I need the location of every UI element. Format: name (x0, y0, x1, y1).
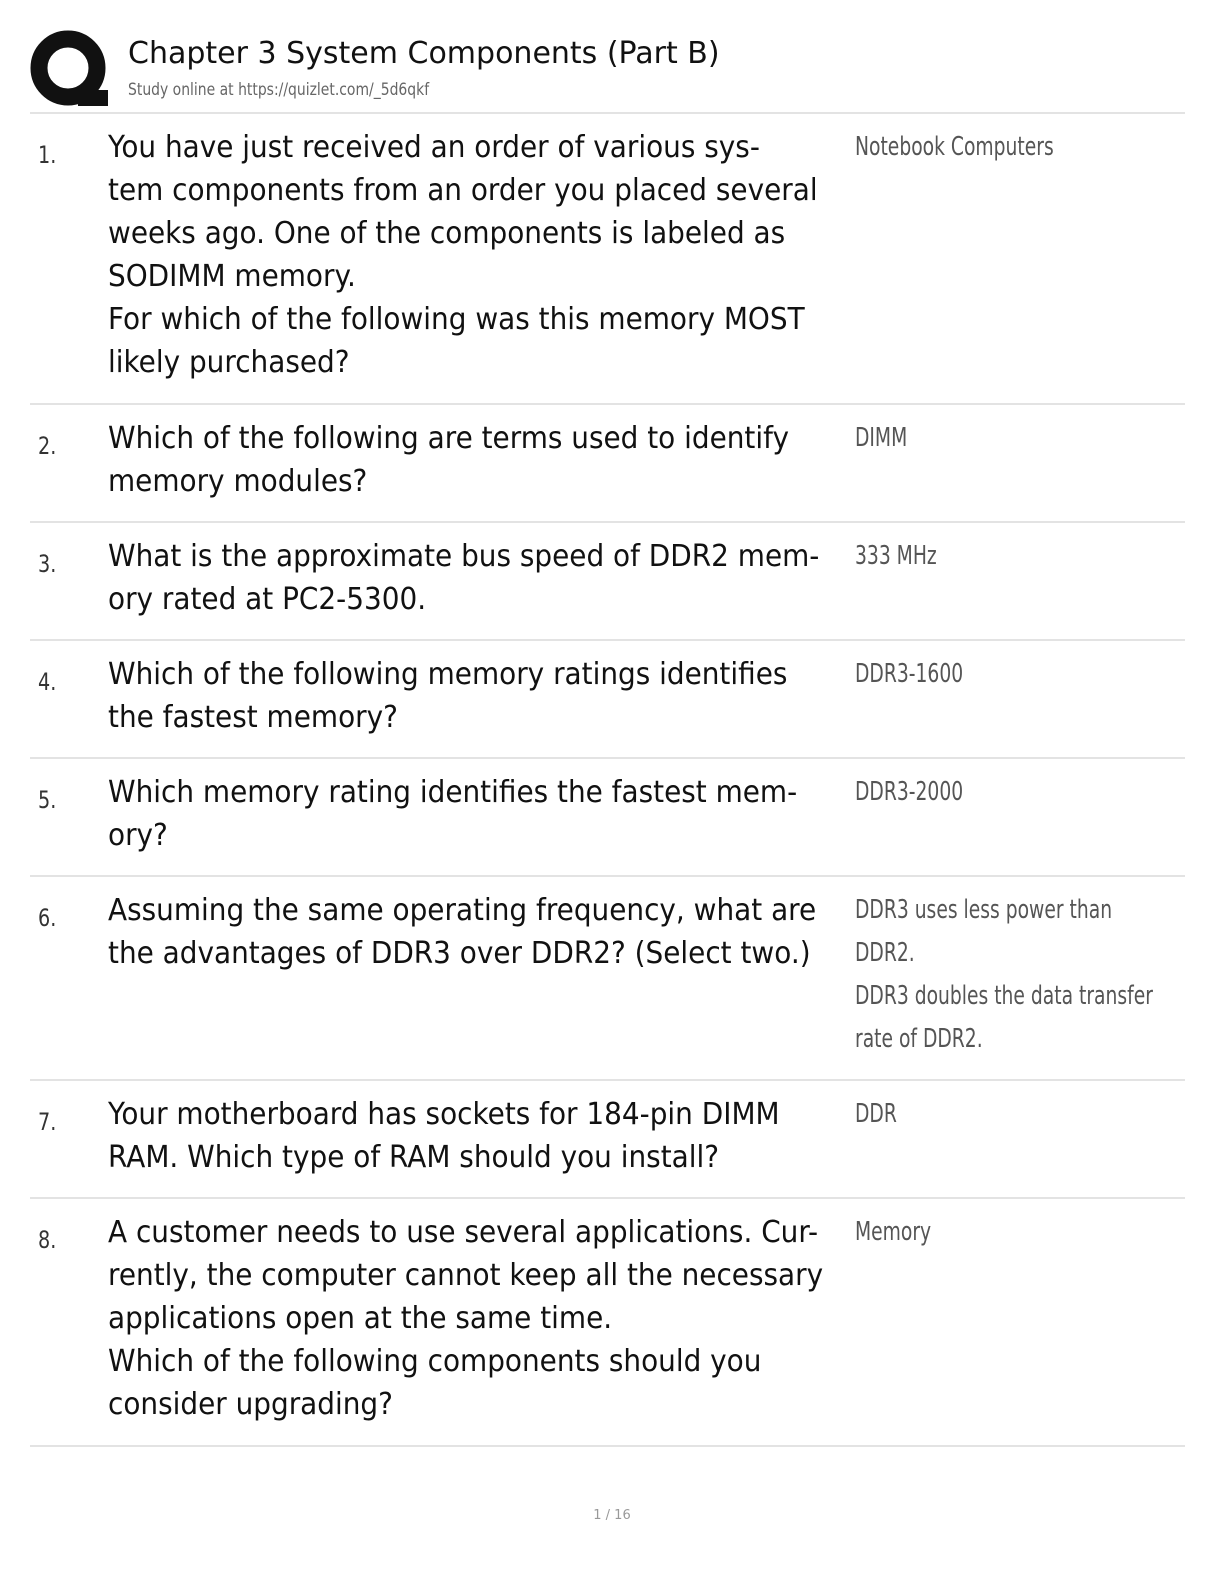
card-number: 5. (38, 786, 57, 814)
card-question: You have just received an order of various sys- tem components from an order you placed several weeks ago. One of the components is labeled as SODIMM memory. For which of the following was this memory MOST likely purchased? (108, 130, 818, 380)
card-question: Your motherboard has sockets for 184-pin DIMM RAM. Which type of RAM should you install? (108, 1097, 780, 1175)
card-answer: DIMM (855, 423, 908, 453)
card-answer: DDR (855, 1099, 897, 1129)
card-question: Assuming the same operating frequency, what are the advantages of DDR3 over DDR2? (Select two.) (108, 893, 817, 971)
card-question: What is the approximate bus speed of DDR2 mem- ory rated at PC2-5300. (108, 539, 820, 617)
card-number: 1. (38, 141, 57, 169)
flashcard (30, 759, 1185, 877)
page-number: 1 / 16 (593, 1508, 631, 1523)
flashcard (30, 114, 1185, 405)
card-answer: Notebook Computers (855, 132, 1054, 162)
card-number: 2. (38, 432, 57, 460)
card-number: 3. (38, 550, 57, 578)
flashcard (30, 641, 1185, 759)
card-question: Which of the following are terms used to identify memory modules? (108, 421, 789, 499)
card-number: 4. (38, 668, 57, 696)
flashcard (30, 877, 1185, 1081)
study-online-link[interactable]: Study online at https://quizlet.com/_5d6qkf (128, 80, 430, 100)
card-answer: DDR3 uses less power than DDR2. DDR3 doubles the data transfer rate of DDR2. (855, 895, 1153, 1054)
flashcard (30, 405, 1185, 523)
card-number: 8. (38, 1226, 57, 1254)
quizlet-logo-icon (30, 30, 110, 110)
card-answer: Memory (855, 1217, 932, 1247)
card-question: Which memory rating identifies the fastest mem- ory? (108, 775, 798, 853)
flashcard (30, 1081, 1185, 1199)
page-header (30, 30, 1185, 114)
flashcard (30, 1199, 1185, 1447)
card-number: 7. (38, 1108, 57, 1136)
card-answer: DDR3-1600 (855, 659, 964, 689)
card-number: 6. (38, 904, 57, 932)
flashcard-list (30, 114, 1185, 1447)
card-question: A customer needs to use several applications. Cur- rently, the computer cannot keep all the necessary applications open at the same time. Which of the following components should you consider upgrading? (108, 1215, 824, 1422)
card-answer: 333 MHz (855, 541, 937, 571)
flashcard (30, 523, 1185, 641)
card-question: Which of the following memory ratings identifies the fastest memory? (108, 657, 788, 735)
card-answer: DDR3-2000 (855, 777, 964, 807)
page-title: Chapter 3 System Components (Part B) (128, 36, 720, 71)
